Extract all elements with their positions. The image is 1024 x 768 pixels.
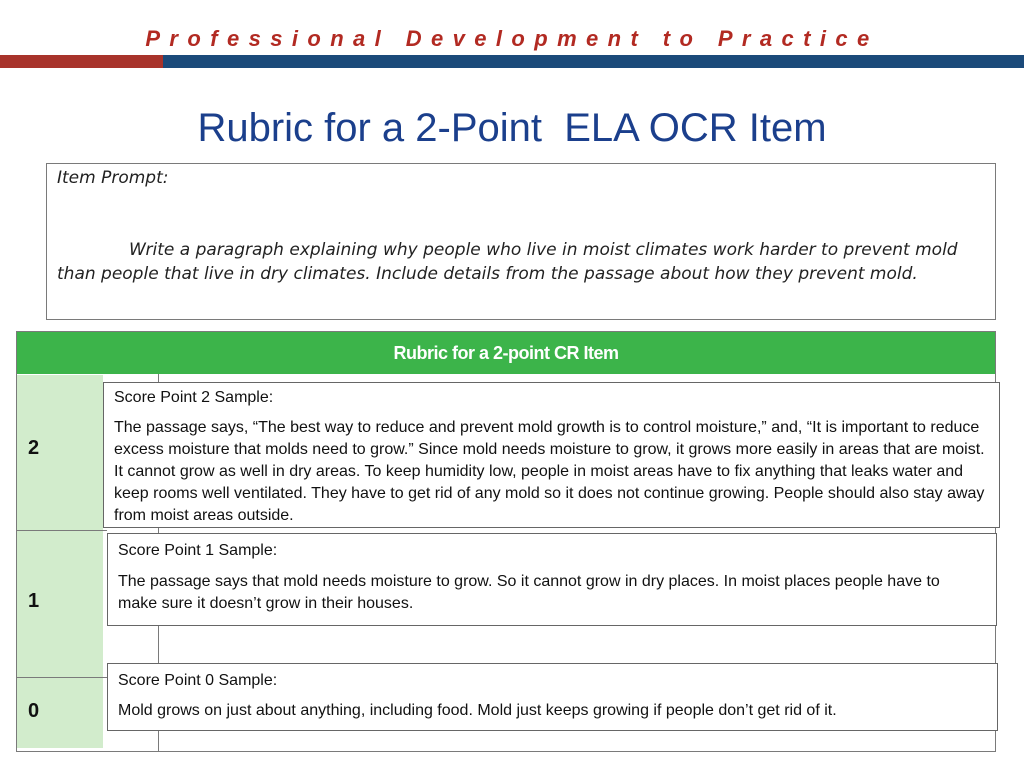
sample-title: Score Point 0 Sample:: [118, 672, 278, 689]
score-point-2-sample: [103, 382, 1000, 528]
score-divider: [17, 530, 107, 531]
score-point-1-sample: [107, 533, 997, 626]
header-bar-blue: [163, 55, 1024, 68]
sample-title: Score Point 2 Sample:: [114, 389, 274, 406]
sample-text: The passage says, “The best way to reduce and prevent mold growth is to control moisture,” and, “It is important to reduce excess moisture that molds need to grow.” Since mold needs moisture to grow, it grows more easily in areas that are moist. It cannot grow as well in dry areas. To keep humidity low, people in moist areas have to fix anything that leaks water and keep rooms well ventilated. They have to get rid of any mold so it does not continue growing. People should also stay away from moist areas outside.: [114, 419, 985, 524]
slide-title: Rubric for a 2-Point ELA OCR Item: [197, 106, 827, 150]
sample-title: Score Point 1 Sample:: [118, 542, 278, 559]
item-prompt-text: Write a paragraph explaining why people who live in moist climates work harder to prevent mold than people that live in dry climates. Include details from the passage about how they prevent mold.: [57, 240, 958, 284]
score-value: 2: [28, 437, 40, 459]
score-value: 1: [28, 590, 40, 612]
score-point-0-sample: [107, 663, 998, 731]
sample-text: The passage says that mold needs moisture to grow. So it cannot grow in dry places. In moist places people have to make sure it doesn’t grow in their houses.: [118, 573, 940, 612]
header-title: Professional Development to Practice: [145, 26, 879, 51]
score-divider: [17, 677, 107, 678]
sample-text: Mold grows on just about anything, including food. Mold just keeps growing if people don’t get rid of it.: [118, 702, 837, 719]
header-bar-red: [0, 55, 163, 68]
score-value: 0: [28, 700, 40, 722]
rubric-header: Rubric for a 2-point CR Item: [17, 332, 995, 374]
item-prompt-label: Item Prompt:: [57, 168, 169, 188]
item-prompt-box: [46, 163, 996, 320]
